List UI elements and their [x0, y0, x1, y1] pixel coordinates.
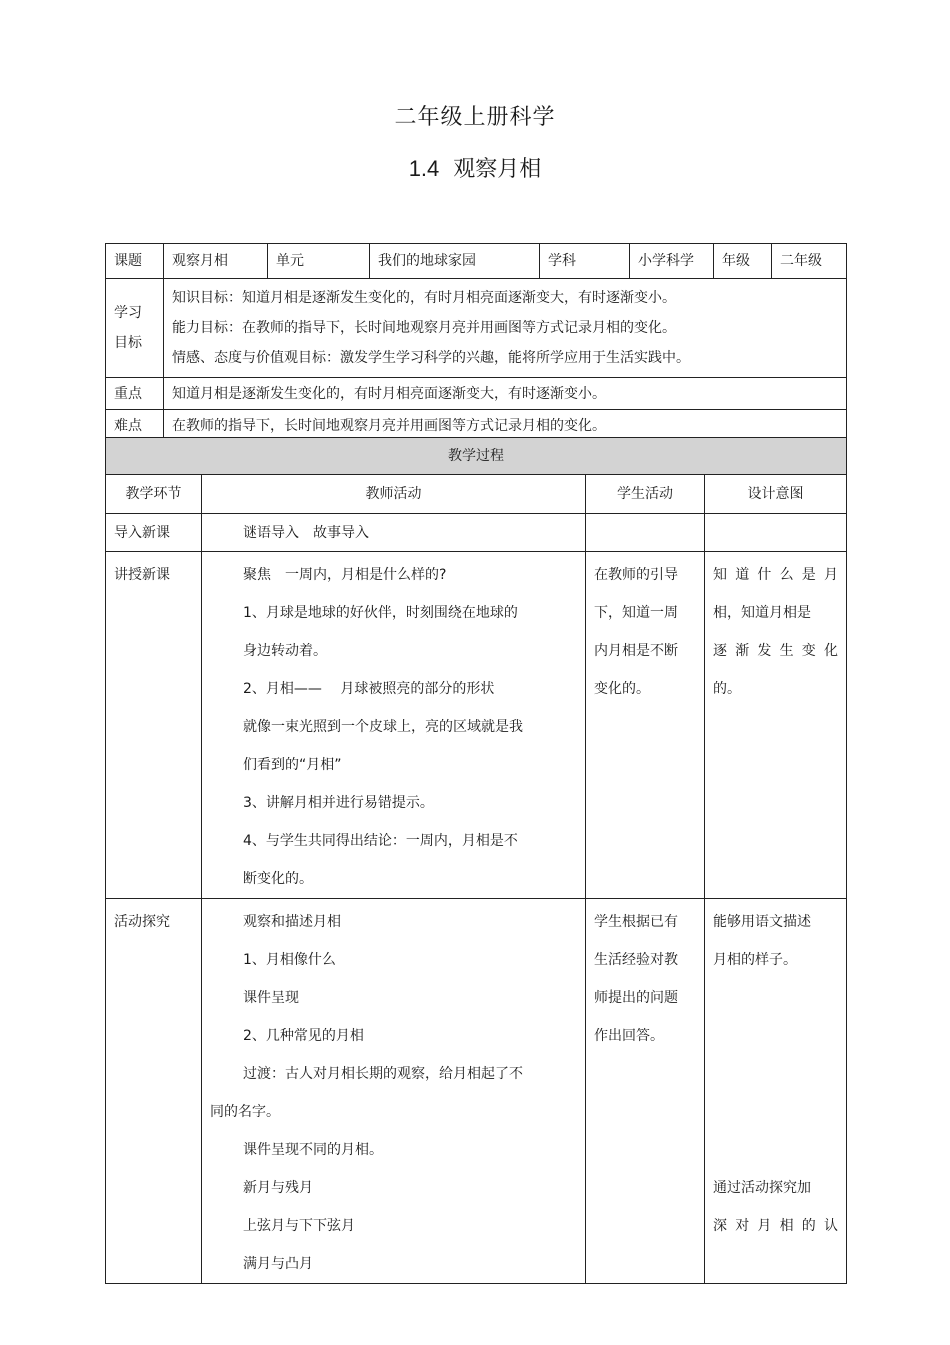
- topic-label: 课题: [106, 244, 164, 279]
- activity-student-line: 师提出的问题: [594, 990, 678, 1006]
- lesson-number: 1.4: [408, 156, 440, 181]
- lecture-row: [106, 552, 847, 899]
- lecture-intent-line: 知道什么是月: [713, 567, 838, 583]
- lecture-teacher-line: 1、月球是地球的好伙伴，时刻围绕在地球的: [243, 605, 518, 621]
- lecture-teacher-line: 断变化的。: [243, 871, 313, 887]
- lecture-student-line: 内月相是不断: [594, 643, 678, 659]
- process-header-row: [106, 475, 847, 514]
- activity-teacher-line: 1、月相像什么: [243, 952, 336, 968]
- lecture-stage: 讲授新课: [106, 552, 202, 899]
- activity-teacher-line: 上弦月与下下弦月: [243, 1218, 355, 1234]
- activity-teacher-line: 满月与凸月: [243, 1256, 313, 1272]
- activity-teacher-line: 观察和描述月相: [243, 914, 341, 930]
- activity-student: [586, 899, 705, 1284]
- grade-label: 年级: [714, 244, 772, 279]
- activity-teacher: [202, 899, 586, 1284]
- lesson-info-table: [105, 243, 847, 442]
- header-teacher: 教师活动: [202, 475, 586, 514]
- lecture-teacher-line: 聚焦 一周内，月相是什么样的?: [243, 567, 447, 583]
- lecture-intent-line: 相，知道月相是: [713, 605, 811, 621]
- unit-label: 单元: [268, 244, 370, 279]
- subject-value: 小学科学: [630, 244, 714, 279]
- goal-ability: 能力目标：在教师的指导下，长时间地观察月亮并用画图等方式记录月相的变化。: [172, 320, 676, 336]
- activity-student-line: 学生根据已有: [594, 914, 678, 930]
- goals-label-line-1: 学习: [114, 305, 142, 321]
- teaching-process-table: [105, 437, 847, 1284]
- header-stage: 教学环节: [106, 475, 202, 514]
- unit-value: 我们的地球家园: [370, 244, 540, 279]
- activity-intent-spacer: [713, 979, 838, 1169]
- lecture-teacher-line: 就像一束光照到一个皮球上，亮的区域就是我: [243, 719, 523, 735]
- goal-knowledge: 知识目标：知道月相是逐渐发生变化的，有时月相亮面逐渐变大，有时逐渐变小。: [172, 290, 676, 306]
- lecture-teacher-line: 3、讲解月相并进行易错提示。: [243, 795, 434, 811]
- intro-stage: 导入新课: [106, 514, 202, 552]
- lecture-student-line: 下，知道一周: [594, 605, 678, 621]
- lecture-student: [586, 552, 705, 899]
- activity-intent-line: 能够用语文描述: [713, 914, 811, 930]
- activity-teacher-line: 新月与残月: [243, 1180, 313, 1196]
- difficulty-label: 难点: [106, 410, 164, 442]
- lecture-teacher: [202, 552, 586, 899]
- intro-intent: [705, 514, 847, 552]
- goals-label-line-2: 目标: [114, 335, 142, 351]
- key-point-text: 知道月相是逐渐发生变化的，有时月相亮面逐渐变大，有时逐渐变小。: [164, 378, 847, 410]
- activity-teacher-line: 2、几种常见的月相: [243, 1028, 364, 1044]
- activity-stage: 活动探究: [106, 899, 202, 1284]
- intro-row: [106, 514, 847, 552]
- activity-student-line: 生活经验对教: [594, 952, 678, 968]
- lecture-teacher-line: 们看到的“月相”: [243, 757, 342, 773]
- process-band-title: 教学过程: [106, 438, 847, 475]
- lecture-teacher-line: 身边转动着。: [243, 643, 327, 659]
- subject-label: 学科: [540, 244, 630, 279]
- activity-student-line: 作出回答。: [594, 1028, 664, 1044]
- lecture-intent: [705, 552, 847, 899]
- header-intent: 设计意图: [705, 475, 847, 514]
- lecture-intent-line: 的。: [713, 681, 741, 697]
- activity-teacher-line: 课件呈现: [243, 990, 299, 1006]
- intro-student: [586, 514, 705, 552]
- header-student: 学生活动: [586, 475, 705, 514]
- activity-teacher-line: 课件呈现不同的月相。: [243, 1142, 383, 1158]
- info-header-row: [106, 244, 847, 279]
- key-point-label: 重点: [106, 378, 164, 410]
- activity-intent: [705, 899, 847, 1284]
- activity-intent-line: 月相的样子。: [713, 952, 797, 968]
- process-band-row: [106, 438, 847, 475]
- activity-teacher-line: 同的名字。: [210, 1104, 280, 1120]
- key-point-row: [106, 378, 847, 410]
- lecture-student-line: 变化的。: [594, 681, 650, 697]
- lecture-teacher-line: 2、月相—— 月球被照亮的部分的形状: [243, 681, 495, 697]
- lesson-title: [0, 152, 950, 183]
- lecture-student-line: 在教师的引导: [594, 567, 678, 583]
- goals-label: [106, 279, 164, 378]
- goal-attitude: 情感、态度与价值观目标：激发学生学习科学的兴趣，能将所学应用于生活实践中。: [172, 350, 690, 366]
- intro-teacher-text: 谜语导入 故事导入: [243, 524, 369, 541]
- lecture-intent-line: 逐渐发生变化: [713, 643, 838, 659]
- intro-teacher: [202, 514, 586, 552]
- activity-row: [106, 899, 847, 1284]
- lesson-name: 观察月相: [453, 157, 542, 182]
- activity-intent-line: 深对月相的认: [713, 1218, 838, 1234]
- goals-text: [164, 279, 847, 378]
- activity-intent-line: 通过活动探究加: [713, 1180, 811, 1196]
- grade-value: 二年级: [772, 244, 847, 279]
- lecture-teacher-line: 4、与学生共同得出结论：一周内，月相是不: [243, 833, 518, 849]
- document-title: 二年级上册科学: [394, 105, 556, 130]
- difficulty-text: 在教师的指导下，长时间地观察月亮并用画图等方式记录月相的变化。: [164, 410, 847, 442]
- activity-teacher-line: 过渡：古人对月相长期的观察，给月相起了不: [243, 1066, 523, 1082]
- goals-row: [106, 279, 847, 378]
- topic-value: 观察月相: [164, 244, 268, 279]
